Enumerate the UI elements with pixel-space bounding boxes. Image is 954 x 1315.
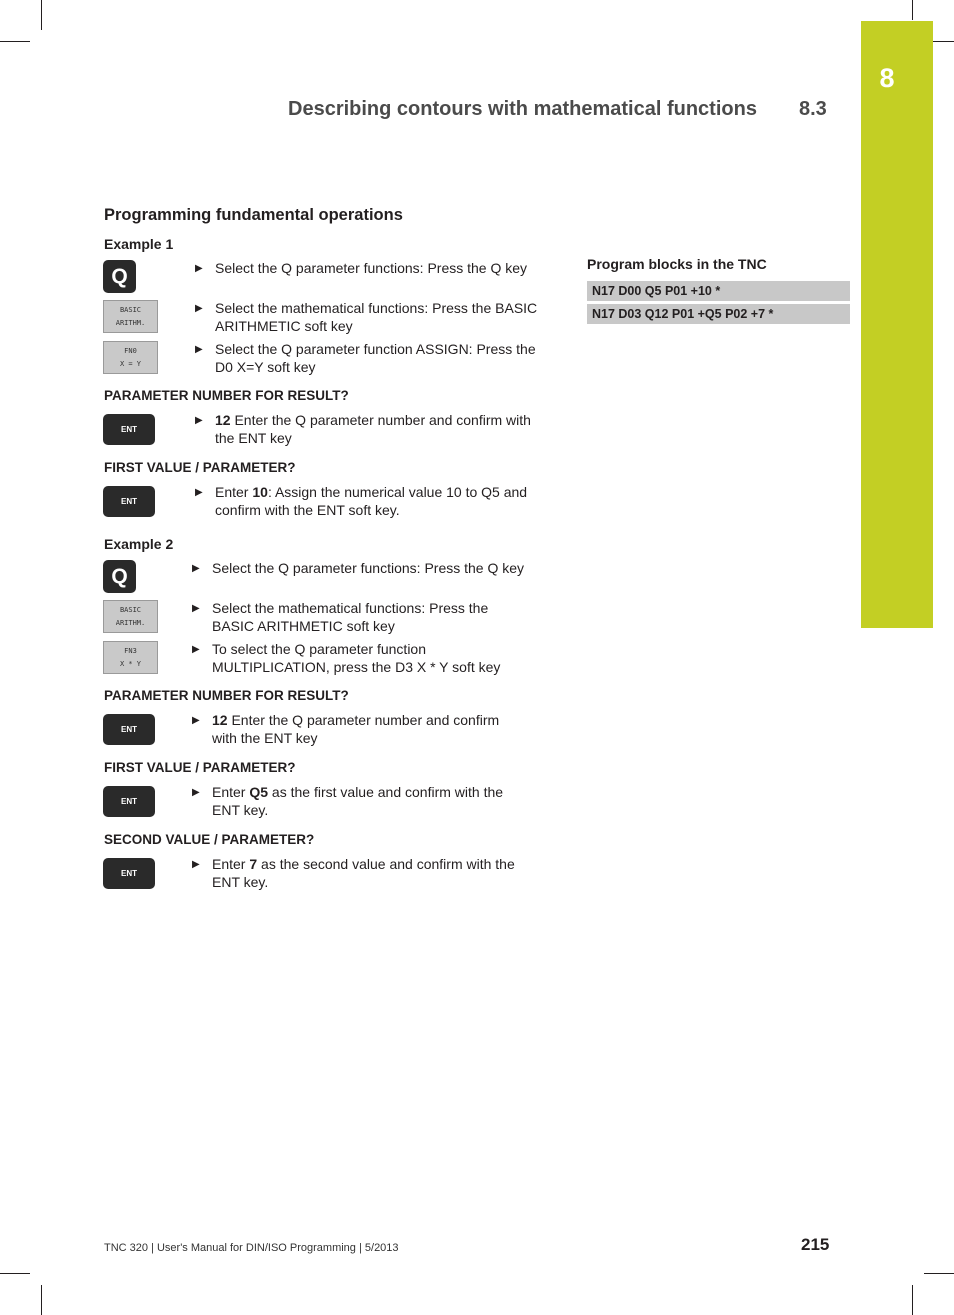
example1-prompt-result: PARAMETER NUMBER FOR RESULT? bbox=[104, 388, 349, 403]
bullet-arrow-icon: ▶ bbox=[195, 263, 203, 274]
bullet-arrow-icon: ▶ bbox=[192, 715, 200, 726]
footer-text: TNC 320 | User's Manual for DIN/ISO Programming | 5/2013 bbox=[104, 1242, 399, 1254]
example1-step3: ▶ Select the Q parameter function ASSIGN: Press the D0 X=Y soft key bbox=[195, 341, 536, 375]
example1-label: Example 1 bbox=[104, 236, 174, 252]
example2-prompt-first: FIRST VALUE / PARAMETER? bbox=[104, 760, 296, 775]
ent-key-icon: ENT bbox=[103, 858, 155, 889]
program-block-row: N17 D03 Q12 P01 +Q5 P02 +7 * bbox=[587, 304, 850, 324]
program-block-row: N17 D00 Q5 P01 +10 * bbox=[587, 281, 850, 301]
bullet-arrow-icon: ▶ bbox=[192, 787, 200, 798]
crop-mark bbox=[912, 0, 913, 20]
bullet-arrow-icon: ▶ bbox=[192, 563, 200, 574]
basic-arithm-softkey: BASIC ARITHM. bbox=[103, 300, 158, 333]
crop-mark bbox=[0, 41, 30, 42]
chapter-number: 8 bbox=[879, 63, 895, 93]
page-number: 215 bbox=[801, 1235, 830, 1254]
example1-step2: ▶ Select the mathematical functions: Press the BASIC ARITHMETIC soft key bbox=[195, 300, 538, 334]
fn0-softkey: FN0 X = Y bbox=[103, 341, 158, 374]
ent-key-icon: ENT bbox=[103, 486, 155, 517]
example1-step4: ▶ 12 Enter the Q parameter number and confirm with the ENT key bbox=[195, 412, 531, 446]
bullet-arrow-icon: ▶ bbox=[192, 859, 200, 870]
ent-key-icon: ENT bbox=[103, 414, 155, 445]
section-title: Programming fundamental operations bbox=[104, 206, 403, 224]
crop-mark bbox=[912, 1285, 913, 1315]
example1-step1: ▶ Select the Q parameter functions: Press the Q key bbox=[195, 260, 528, 276]
example1-step5: ▶ Enter 10: Assign the numerical value 10 to Q5 and confirm with the ENT soft key. bbox=[195, 484, 528, 518]
q-key-icon: Q bbox=[103, 560, 136, 593]
bullet-arrow-icon: ▶ bbox=[195, 344, 203, 355]
chapter-tab bbox=[861, 21, 933, 628]
bullet-arrow-icon: ▶ bbox=[192, 644, 200, 655]
example2-step5: ▶ Enter Q5 as the first value and confirm with the ENT key. bbox=[192, 784, 504, 818]
example2-prompt-result: PARAMETER NUMBER FOR RESULT? bbox=[104, 688, 349, 703]
example2-step6: ▶ Enter 7 as the second value and confirm with the ENT key. bbox=[192, 856, 515, 890]
example2-step3: ▶ To select the Q parameter function MULTIPLICATION, press the D3 X * Y soft key bbox=[192, 641, 501, 675]
bullet-arrow-icon: ▶ bbox=[195, 303, 203, 314]
ent-key-icon: ENT bbox=[103, 714, 155, 745]
running-header-title: Describing contours with mathematical functions bbox=[288, 98, 757, 120]
crop-mark bbox=[924, 1273, 954, 1274]
fn3-softkey: FN3 X * Y bbox=[103, 641, 158, 674]
crop-mark bbox=[41, 0, 42, 30]
ent-key-icon: ENT bbox=[103, 786, 155, 817]
example2-step4: ▶ 12 Enter the Q parameter number and confirm with the ENT key bbox=[192, 712, 500, 746]
bullet-arrow-icon: ▶ bbox=[195, 487, 203, 498]
crop-mark bbox=[41, 1285, 42, 1315]
example2-label: Example 2 bbox=[104, 536, 174, 552]
example2-prompt-second: SECOND VALUE / PARAMETER? bbox=[104, 832, 315, 847]
bullet-arrow-icon: ▶ bbox=[195, 415, 203, 426]
running-header-section: 8.3 bbox=[799, 98, 827, 120]
basic-arithm-softkey: BASIC ARITHM. bbox=[103, 600, 158, 633]
program-blocks-title: Program blocks in the TNC bbox=[587, 256, 767, 272]
example2-step1: ▶ Select the Q parameter functions: Press the Q key bbox=[192, 560, 525, 576]
example1-prompt-first: FIRST VALUE / PARAMETER? bbox=[104, 460, 296, 475]
crop-mark bbox=[0, 1273, 30, 1274]
bullet-arrow-icon: ▶ bbox=[192, 603, 200, 614]
q-key-icon: Q bbox=[103, 260, 136, 293]
example2-step2: ▶ Select the mathematical functions: Press the BASIC ARITHMETIC soft key bbox=[192, 600, 489, 634]
